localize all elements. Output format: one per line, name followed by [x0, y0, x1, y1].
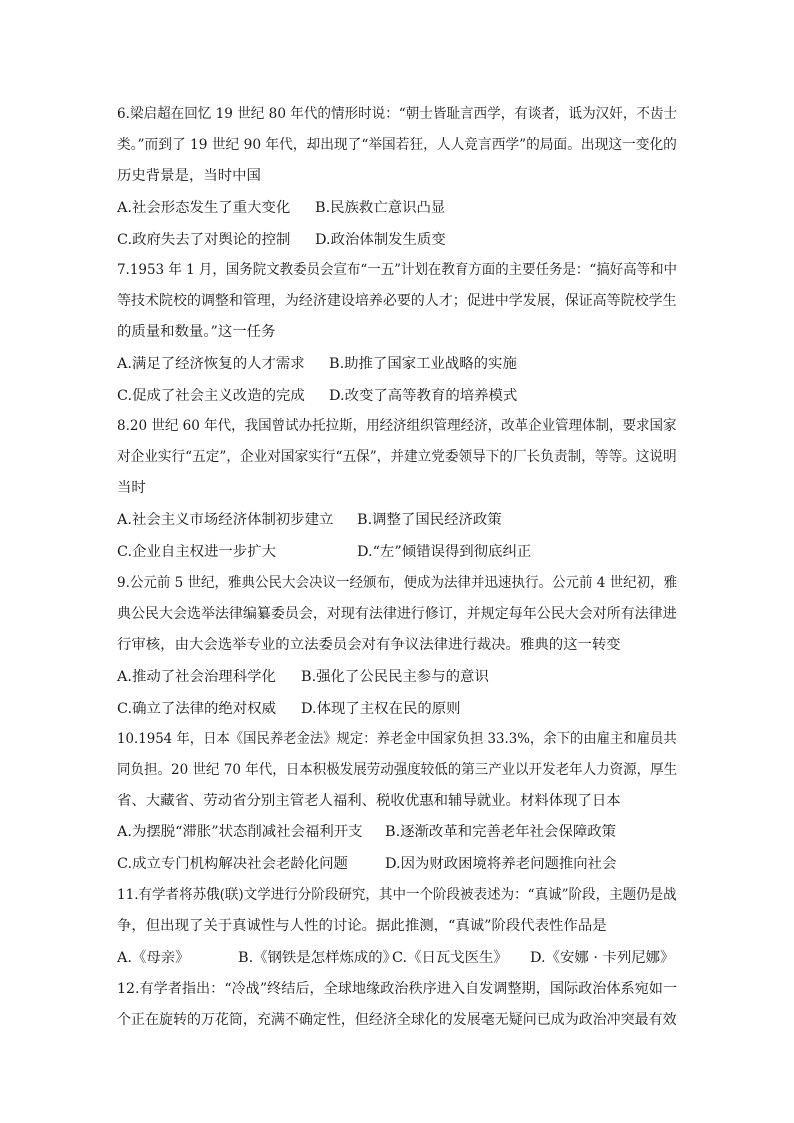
q7-option-b[interactable]: B.助推了国家工业战略的实施	[329, 356, 517, 372]
q12-stem-line-1: 12.有学者指出：“冷战”终结后，全球地缘政治秩序进入自发调整期，国际政治体系宛如一	[117, 981, 678, 997]
q11-option-c[interactable]: C.《日瓦戈医生》	[392, 950, 508, 966]
q9-option-b[interactable]: B.强化了公民民主参与的意识	[301, 669, 489, 685]
q11-option-d[interactable]: D.《安娜 · 卡列尼娜》	[530, 950, 675, 966]
q12-stem-line-2: 个正在旋转的万花筒，充满不确定性，但经济全球化的发展毫无疑问已成为政治冲突最有效	[117, 1012, 677, 1028]
q10-stem-line-3: 省、大藏省、劳动省分别主管老人福利、税收优惠和辅导就业。材料体现了日本	[117, 793, 621, 809]
q9-option-d[interactable]: D.体现了主权在民的原则	[301, 701, 461, 717]
q7-stem-line-2: 等技术院校的调整和管理，为经济建设培养必要的人才；促进中学发展，保证高等院校学生	[117, 293, 677, 309]
q11-stem-line-1: 11.有学者将苏俄(联)文学进行分阶段研究，其中一个阶段被表述为：“真诚”阶段，主题仍是战	[117, 887, 677, 903]
q11-stem-line-2: 争，但出现了关于真诚性与人性的讨论。据此推测，“真诚”阶段代表性作品是	[117, 918, 607, 934]
q11-option-a[interactable]: A.《母亲》	[117, 950, 190, 966]
q8-option-c[interactable]: C.企业自主权进一步扩大	[117, 544, 276, 560]
q8-option-d[interactable]: D.“左”倾错误得到彻底纠正	[357, 544, 532, 560]
q7-option-d[interactable]: D.改变了高等教育的培养模式	[329, 388, 518, 404]
q9-stem-line-1: 9.公元前 5 世纪，雅典公民大会决议一经颁布，便成为法律并迅速执行。公元前 4 世纪初，雅	[117, 575, 678, 591]
q9-option-a[interactable]: A.推动了社会治理科学化	[117, 669, 276, 685]
q9-option-c[interactable]: C.确立了法律的绝对权威	[117, 701, 276, 717]
q8-stem-line-3: 当时	[117, 480, 146, 496]
q9-stem-line-2: 典公民大会选举法律编纂委员会，对现有法律进行修订，并规定每年公民大会对所有法律进	[117, 606, 677, 622]
q8-option-a[interactable]: A.社会主义市场经济体制初步建立	[117, 512, 334, 528]
q6-option-d[interactable]: D.政治体制发生质变	[315, 232, 446, 248]
q8-option-b[interactable]: B.调整了国民经济政策	[357, 512, 502, 528]
q8-stem-line-2: 对企业实行“五定”，企业对国家实行“五保”，并建立党委领导下的厂长负责制，等等。这说明	[117, 449, 677, 465]
q9-stem-line-3: 行审核，由大会选举专业的立法委员会对有争议法律进行裁决。雅典的这一转变	[117, 637, 621, 653]
q7-stem-line-3: 的质量和数量。”这一任务	[117, 324, 276, 340]
q10-option-c[interactable]: C.成立专门机构解决社会老龄化问题	[117, 856, 348, 872]
q7-option-c[interactable]: C.促成了社会主义改造的完成	[117, 388, 305, 404]
q6-stem-line-2: 类。”而到了 19 世纪 90 年代，却出现了“举国若狂，人人竞言西学”的局面。出现这一变化的	[117, 137, 677, 153]
q6-stem-line-3: 历史背景是，当时中国	[117, 168, 261, 184]
q7-stem-line-1: 7.1953 年 1 月，国务院文教委员会宣布“一五”计划在教育方面的主要任务是：“搞好高等和中	[117, 262, 677, 278]
q6-option-a[interactable]: A.社会形态发生了重大变化	[117, 200, 291, 216]
q10-option-a[interactable]: A.为摆脱“滞胀”状态削减社会福利开支	[117, 824, 363, 840]
q10-option-d[interactable]: D.因为财政困境将养老问题推向社会	[385, 856, 617, 872]
q6-stem-line-1: 6.梁启超在回忆 19 世纪 80 年代的情形时说：“朝士皆耻言西学，有谈者，诋为汉奸，不齿士	[117, 106, 678, 122]
q6-option-c[interactable]: C.政府失去了对舆论的控制	[117, 232, 291, 248]
q6-option-b[interactable]: B.民族救亡意识凸显	[315, 200, 446, 216]
q11-option-b[interactable]: B.《钢铁是怎样炼成的》	[238, 950, 398, 966]
q10-stem-line-2: 同负担。20 世纪 70 年代，日本积极发展劳动强度较低的第三产业以开发老年人力资源，厚生	[117, 762, 678, 778]
q7-option-a[interactable]: A.满足了经济恢复的人才需求	[117, 356, 305, 372]
q8-stem-line-1: 8.20 世纪 60 年代，我国曾试办托拉斯，用经济组织管理经济，改革企业管理体制，要求国家	[117, 418, 677, 434]
q10-option-b[interactable]: B.逐渐改革和完善老年社会保障政策	[385, 824, 617, 840]
q10-stem-line-1: 10.1954 年，日本《国民养老金法》规定：养老金中国家负担 33.3%，余下的由雇主和雇员共	[117, 731, 677, 747]
